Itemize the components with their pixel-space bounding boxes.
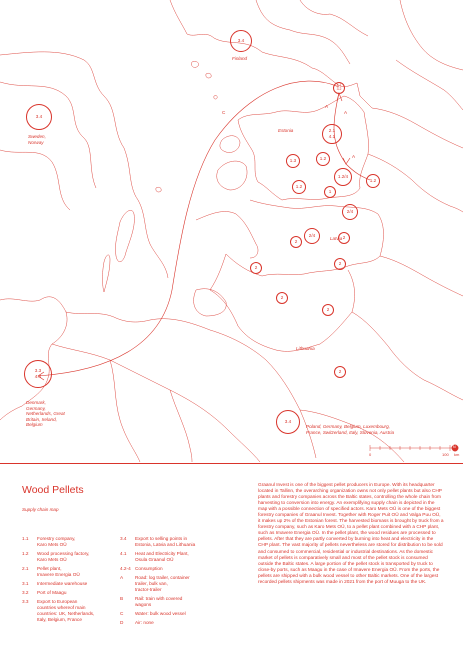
region-line	[400, 0, 463, 70]
shipping-route	[38, 81, 339, 376]
legend-text: Wood processing factory, Karo Mets OÜ	[37, 550, 90, 562]
map-circle-finland: 3.4	[230, 30, 252, 52]
route-label-a3: A	[352, 154, 356, 159]
region-line	[300, 410, 404, 462]
map-circle-poland: 3.4	[276, 410, 300, 434]
legend-text: Port of Maagu	[37, 590, 67, 596]
germany-coast	[66, 312, 150, 322]
region-line	[110, 360, 140, 462]
legend-text: Pellet plant, Imavere Energia OÜ	[37, 565, 80, 577]
island	[192, 61, 199, 67]
legend-code: 2.1	[22, 565, 29, 571]
legend-code: 4.2-4	[120, 565, 131, 571]
legend-code: A	[120, 575, 124, 581]
label-estonia: Estonia	[278, 128, 294, 133]
legend-item	[22, 566, 117, 578]
latvia-coast	[196, 212, 258, 258]
legend-text: Export to selling points in Estonia, Latvia and Lithuania	[135, 536, 196, 547]
map-circle-l5: 2	[250, 262, 262, 274]
legend-text: Export to European countries whereof main countries: UK, Netherlands, Italy, Belgium, France	[37, 599, 95, 622]
legend-code: D	[120, 620, 124, 626]
description-text: Graanul Invest is one of the biggest pellet producers in Europe. With its headquarter located in Tallinn, the overarching organization owns not only pellet plants but also CHP plants and forestry companies across the Baltic states, controlling the whole chain from harvesting to conversion into energy. An exemplifying supply chain is depicted in the map with a possible connection of specified actors. Karo Mets OÜ is one of the biggest forestry companies of Graanul Invest. Together with Roger Puit OÜ and Valga Puu OÜ, it makes up 2% of the Estonian forest. The harvested biomass is brought by truck from a forestry company, such as Karo Mets OÜ, to a pellet plant combined with a CHP plant, such as Imavere Energia OÜ. In the pellet plant, the wood residues are processed to pellets. After that they are partly converted by burning into heat and electricity in the CHP plant. The vast majority of pellets nevertheless are stored for distribution to be sold and consumed to commercial, residential or industrial destinations. As the domestic market of pellets is comparatively small and most of the pellet stock is consumed outside the Baltic states. A large portion of the pellet stock is transported by truck to close-by ports, such as Maagu in the case of Imavere Energia OÜ. From the ports, the pellets are shipped with a bulk wood vessel to other Baltic markets. One of the largest recorded pellets shipments was made in 2021 from the port of Muuga to the UK.	[258, 483, 444, 585]
map-circle-e6: 1	[324, 186, 336, 198]
gotland-island	[115, 210, 134, 261]
map-circle-sweden: 3.4	[26, 104, 52, 130]
scale-start-label: 0	[369, 452, 372, 457]
region-line	[170, 390, 192, 462]
label-poland: Poland, Germany, Belgium, Luxembourg, France, Switzerland, Italy, Slovenia, Austria	[306, 424, 395, 435]
label-denmark: Denmark, Germany, Netherlands, Great Britain, Ireland, Belgium	[26, 400, 65, 428]
legend-text: Road: log trailer, container trailer, bulk van, tractor-trailer	[135, 575, 190, 592]
map-circle-l6: 2	[334, 258, 346, 270]
label-sweden: Sweden, Norway	[28, 134, 46, 145]
legend-text: Intermediate warehouse	[37, 580, 88, 586]
legend-item	[120, 575, 220, 592]
legend-code: 3.4	[120, 536, 127, 541]
legend-text: Water: bulk wood vessel	[135, 610, 186, 616]
label-lithuania: Lithuania	[296, 346, 315, 351]
map-circle-denmark: 3.3 4.4	[24, 360, 52, 388]
map-circle-e1: 1.3	[286, 154, 300, 168]
map-circle-e3: 1.2	[292, 180, 306, 194]
map-circle-estonia-main: 2.1 4.1	[322, 124, 342, 144]
legend-item	[22, 599, 117, 622]
legend-item	[22, 590, 117, 596]
legend-item	[120, 611, 220, 617]
north-label: N	[453, 445, 456, 449]
label-latvia: Latvia	[330, 236, 343, 241]
scale-bar	[370, 445, 458, 451]
panel-title: Wood Pellets	[22, 484, 84, 496]
hiiumaa-island	[220, 136, 240, 153]
island	[214, 96, 217, 99]
legend-text: Forestry company, Karo Mets OÜ	[37, 536, 76, 547]
map-circle-l3: 2	[290, 236, 302, 248]
legend-code: 3.2	[22, 590, 29, 596]
legend-item	[120, 536, 220, 548]
map-circle-l7: 2	[276, 292, 288, 304]
legend-text: Consumption	[135, 565, 163, 571]
legend-text: Air: none	[135, 620, 154, 626]
scale-unit-label: km	[454, 452, 460, 457]
sweden-inland	[0, 82, 96, 188]
legend-code: C	[120, 610, 124, 616]
island	[156, 187, 161, 192]
legend-code: B	[120, 595, 124, 601]
legend-code: 1.1	[22, 536, 29, 541]
legend-item	[22, 581, 117, 587]
legend-text: Rail: train with covered wagons	[135, 595, 183, 607]
map-circle-e5: 1.2	[366, 174, 380, 188]
legend-item	[22, 536, 117, 548]
legend-code: 3.3	[22, 599, 29, 605]
kaliningrad-border	[194, 289, 227, 316]
legend-item	[120, 566, 220, 572]
legend-item	[120, 620, 220, 626]
map-circle-l4: 2	[338, 232, 350, 244]
legend-code: 1.2	[22, 550, 29, 556]
map-circle-port: 4.1 3.2	[333, 82, 345, 94]
legend-left	[22, 536, 117, 626]
map-circle-l2: 2/4	[304, 228, 320, 244]
russia-north	[372, 108, 463, 148]
russia-inland	[380, 256, 463, 296]
panel-subtitle: Supply chain map	[22, 507, 59, 512]
map-circle-e2: 1.2	[316, 152, 330, 166]
scale-end-label: 100	[442, 452, 449, 457]
route-label-c: C	[222, 110, 226, 115]
poland-border	[150, 319, 316, 458]
legend-text: Heat and Electricity Plant, Osula Graanul OÜ	[135, 550, 189, 562]
map-circle-lt1: 2	[322, 304, 334, 316]
finland-inland-2	[300, 0, 368, 36]
legend-item	[22, 551, 117, 563]
legend-right	[120, 536, 220, 629]
legend-item	[120, 596, 220, 608]
russia-border	[368, 154, 463, 212]
label-finland: Finland	[232, 56, 248, 61]
legend-item	[120, 551, 220, 563]
saaremaa-island	[217, 161, 247, 190]
sweden-inland-2	[0, 150, 70, 210]
legend-code: 4.1	[120, 550, 127, 556]
map-circle-lt2: 2	[334, 366, 346, 378]
route-label-a2: A	[344, 110, 348, 115]
region-line	[396, 60, 463, 110]
route-label-a1: A	[325, 104, 329, 109]
island	[206, 73, 211, 78]
belarus-border	[352, 312, 463, 400]
section-divider	[0, 463, 463, 464]
map-circle-e4: 1.2/4	[334, 168, 352, 186]
map-circle-l1: 2/4	[342, 204, 358, 220]
legend-code: 3.1	[22, 580, 29, 586]
germany-inland	[52, 344, 260, 462]
oland-island	[103, 255, 111, 292]
